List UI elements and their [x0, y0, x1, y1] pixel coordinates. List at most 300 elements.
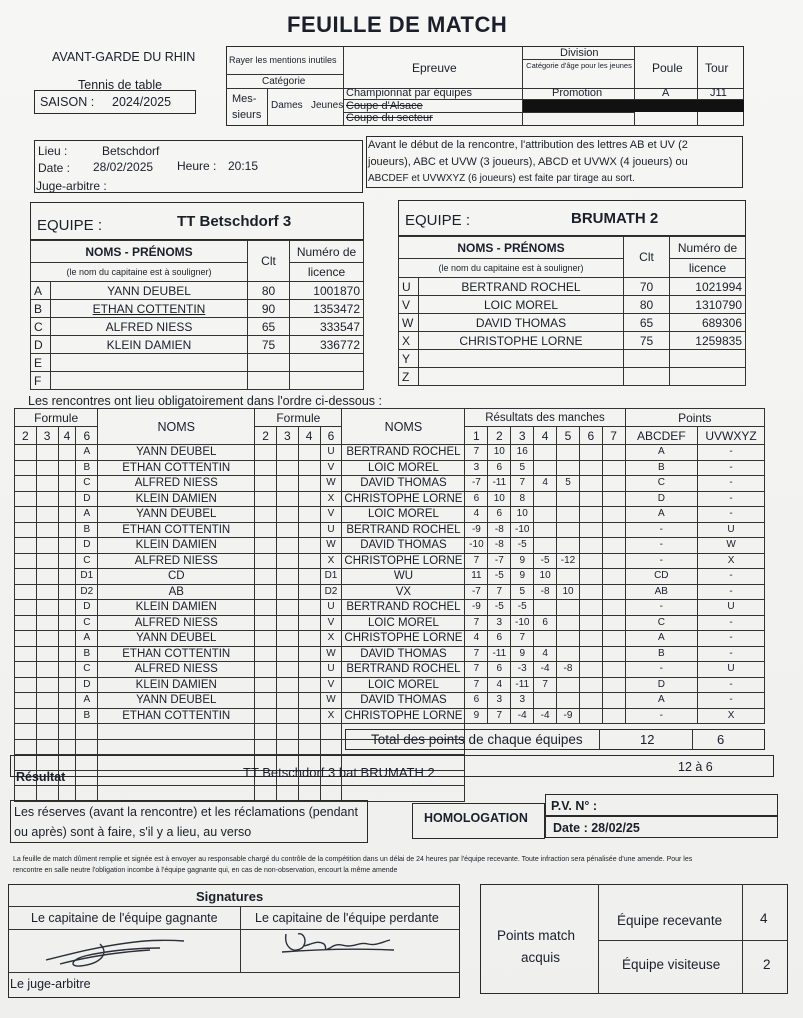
letter-left: D2 — [76, 584, 98, 600]
set-score — [602, 491, 625, 507]
heure-value: 20:15 — [228, 159, 259, 173]
empty-cell — [255, 739, 277, 755]
player-left: KLEIN DAMIEN — [98, 677, 255, 693]
formule-2-cell — [15, 600, 37, 616]
set-1-header: 1 — [465, 427, 488, 445]
player-left: ALFRED NIESS — [98, 615, 255, 631]
col-noms: NOMS - PRÉNOMS — [31, 241, 248, 263]
player-right: CHRISTOPHE LORNE — [342, 708, 465, 724]
set-score: 7 — [465, 445, 488, 461]
set-score: -7 — [488, 553, 511, 569]
set-score: 10 — [534, 569, 557, 585]
poule-value: A — [662, 87, 670, 99]
set-score — [602, 677, 625, 693]
player-name-captain: ETHAN COTTENTIN — [51, 300, 248, 318]
points-abcdef-header: ABCDEF — [625, 427, 698, 445]
set-score: -7 — [465, 584, 488, 600]
formule-3-cell — [36, 584, 58, 600]
formule-3: 3 — [277, 427, 299, 445]
player-name — [419, 350, 624, 368]
player-licence: 1001870 — [290, 282, 364, 300]
set-score — [557, 615, 580, 631]
lieu-value: Betschdorf — [102, 144, 160, 158]
player-licence — [670, 368, 746, 386]
player-clt — [248, 372, 290, 390]
formule-3-cell — [36, 445, 58, 461]
formule-4-cell — [58, 693, 76, 709]
player-right: BERTRAND ROCHEL — [342, 522, 465, 538]
set-score: 3 — [465, 460, 488, 476]
set-score: 3 — [488, 615, 511, 631]
player-clt: 75 — [624, 332, 670, 350]
set-score: -5 — [511, 538, 534, 554]
player-name — [419, 368, 624, 386]
empty-cell — [76, 724, 98, 740]
set-score: 5 — [511, 584, 534, 600]
formule-2-cell — [255, 584, 277, 600]
formule-3-cell — [277, 507, 299, 523]
set-score — [579, 569, 602, 585]
saison-label: SAISON : — [40, 95, 95, 109]
match-row — [15, 491, 765, 507]
letter-right: V — [320, 677, 342, 693]
player-clt: 65 — [624, 314, 670, 332]
set-score — [579, 507, 602, 523]
set-score: -11 — [488, 476, 511, 492]
letter-left: C — [76, 476, 98, 492]
formule-4-cell — [298, 708, 320, 724]
formule-4-cell — [58, 677, 76, 693]
formule-4-cell — [298, 538, 320, 554]
set-score — [602, 460, 625, 476]
formule-2-cell — [255, 677, 277, 693]
division-value: Promotion — [552, 87, 603, 99]
letter-left: C — [76, 662, 98, 678]
formule-3-cell — [36, 569, 58, 585]
formule-3-cell — [36, 522, 58, 538]
set-score: 4 — [488, 677, 511, 693]
letter-right: X — [320, 553, 342, 569]
formule-4-cell — [58, 646, 76, 662]
page-title: FEUILLE DE MATCH — [287, 12, 508, 37]
team-left-table — [30, 240, 364, 390]
set-score — [602, 476, 625, 492]
match-row — [15, 584, 765, 600]
set-score — [579, 491, 602, 507]
formule-4: 4 — [298, 427, 320, 445]
letter-left: A — [76, 631, 98, 647]
empty-cell — [298, 724, 320, 740]
set-score: -4 — [534, 662, 557, 678]
empty-cell — [320, 786, 342, 802]
set-score: 7 — [488, 708, 511, 724]
note-line-2: joueurs), ABC et UVW (3 joueurs), ABCD et UVWX (4 joueurs) ou — [368, 156, 688, 168]
match-row — [15, 569, 765, 585]
heure-label: Heure : — [177, 159, 217, 173]
player-letter: Y — [399, 350, 419, 368]
empty-cell — [58, 786, 76, 802]
formule-2-cell — [15, 708, 37, 724]
player-licence: 1021994 — [670, 278, 746, 296]
formule-3-cell — [277, 615, 299, 631]
letter-left: A — [76, 445, 98, 461]
formule-4-cell — [298, 677, 320, 693]
player-name: KLEIN DAMIEN — [51, 336, 248, 354]
formule-3-cell — [277, 460, 299, 476]
set-score: 4 — [534, 646, 557, 662]
formule-3-cell — [277, 646, 299, 662]
formule-4-cell — [58, 476, 76, 492]
formule-3-cell — [277, 445, 299, 461]
team-right-table — [398, 236, 746, 386]
noms-left-header: NOMS — [98, 409, 255, 445]
formule-left-header: Formule — [15, 409, 98, 427]
set-3-header: 3 — [511, 427, 534, 445]
set-score: 3 — [511, 693, 534, 709]
formule-3-cell — [36, 615, 58, 631]
messieurs-1: Mes- — [232, 93, 257, 105]
match-row — [15, 476, 765, 492]
player-left: ALFRED NIESS — [98, 553, 255, 569]
set-score: -11 — [511, 677, 534, 693]
set-score: -8 — [488, 522, 511, 538]
formule-4-cell — [58, 522, 76, 538]
footnote-line-2: rencontre en salle neutre l'obligation incombe à l'équipe gagnante qui, en cas de non-observation, encourt la même amende — [13, 867, 398, 874]
empty-cell — [98, 739, 255, 755]
points-abcdef: D — [625, 491, 698, 507]
player-letter: D — [31, 336, 51, 354]
set-score: 7 — [511, 476, 534, 492]
set-score — [534, 631, 557, 647]
player-clt: 80 — [624, 296, 670, 314]
formule-3-cell — [277, 569, 299, 585]
total-left: 12 — [640, 732, 655, 747]
letter-right: X — [320, 631, 342, 647]
set-score: 5 — [557, 476, 580, 492]
messieurs-2: sieurs — [232, 109, 262, 121]
points-abcdef: - — [625, 522, 698, 538]
match-row — [15, 631, 765, 647]
formule-3-cell — [277, 693, 299, 709]
set-score — [557, 522, 580, 538]
letter-right: V — [320, 507, 342, 523]
formule-2-cell — [255, 507, 277, 523]
poule-label: Poule — [652, 61, 683, 75]
set-score — [602, 646, 625, 662]
set-score: -4 — [511, 708, 534, 724]
formule-4-cell — [298, 491, 320, 507]
player-letter: A — [31, 282, 51, 300]
set-score — [579, 600, 602, 616]
cat-age-label: Catégorie d'âge pour les jeunes — [526, 61, 632, 70]
empty-cell — [58, 739, 76, 755]
set-score — [579, 460, 602, 476]
player-letter: W — [399, 314, 419, 332]
formule-2-cell — [15, 538, 37, 554]
empty-cell — [255, 786, 277, 802]
points-abcdef: D — [625, 677, 698, 693]
formule-4-cell — [298, 662, 320, 678]
date-value: 28/02/2025 — [93, 160, 154, 174]
formule-4-cell — [298, 693, 320, 709]
set-score — [534, 445, 557, 461]
set-score: 6 — [465, 491, 488, 507]
formule-3-cell — [36, 476, 58, 492]
formule-3-cell — [36, 708, 58, 724]
formule-4-cell — [298, 569, 320, 585]
letter-left: D — [76, 600, 98, 616]
formule-3-cell — [277, 538, 299, 554]
rencontres-note: Les rencontres ont lieu obligatoirement dans l'ordre ci-dessous : — [28, 394, 382, 408]
empty-cell — [15, 739, 37, 755]
note-line-1: Avant le début de la rencontre, l'attribution des lettres AB et UV (2 — [368, 139, 688, 151]
signature-gagnante-icon — [40, 934, 190, 970]
player-right: CHRISTOPHE LORNE — [342, 491, 465, 507]
letter-left: D — [76, 677, 98, 693]
formule-3-cell — [36, 662, 58, 678]
saison-value: 2024/2025 — [112, 95, 172, 109]
formule-4-cell — [298, 507, 320, 523]
set-score: 7 — [465, 615, 488, 631]
player-right: BERTRAND ROCHEL — [342, 662, 465, 678]
set-score: -8 — [488, 538, 511, 554]
points-uvwxyz: - — [698, 646, 765, 662]
formule-3-cell — [36, 507, 58, 523]
coupe-alsace-label: Coupe d'Alsace — [346, 100, 423, 112]
set-score — [579, 646, 602, 662]
empty-cell — [36, 739, 58, 755]
set-score: -12 — [557, 553, 580, 569]
player-name: ALFRED NIESS — [51, 318, 248, 336]
player-left: YANN DEUBEL — [98, 631, 255, 647]
categorie-label: Catégorie — [262, 76, 306, 87]
set-4-header: 4 — [534, 427, 557, 445]
player-letter: Z — [399, 368, 419, 386]
set-score — [557, 693, 580, 709]
homologation-date: Date : 28/02/25 — [553, 821, 640, 835]
set-score — [579, 677, 602, 693]
player-name: BERTRAND ROCHEL — [419, 278, 624, 296]
formule-3-cell — [36, 677, 58, 693]
empty-cell — [36, 786, 58, 802]
set-score — [602, 553, 625, 569]
set-score — [534, 538, 557, 554]
points-uvwxyz: - — [698, 569, 765, 585]
dames-label: Dames — [271, 100, 303, 111]
match-row — [15, 646, 765, 662]
formule-2-cell — [15, 522, 37, 538]
player-letter: V — [399, 296, 419, 314]
set-score — [602, 522, 625, 538]
reserves-line-2: ou après) sont à faire, s'il y a lieu, au verso — [14, 825, 252, 839]
player-name: CHRISTOPHE LORNE — [419, 332, 624, 350]
letter-left: D — [76, 491, 98, 507]
set-score: 6 — [465, 693, 488, 709]
set-score — [557, 569, 580, 585]
letter-right: U — [320, 522, 342, 538]
homologation-label: HOMOLOGATION — [424, 811, 528, 825]
player-clt — [624, 350, 670, 368]
letter-right: V — [320, 460, 342, 476]
letter-right: W — [320, 646, 342, 662]
empty-cell — [298, 739, 320, 755]
set-score: 9 — [465, 708, 488, 724]
player-right: BERTRAND ROCHEL — [342, 445, 465, 461]
letter-left: C — [76, 553, 98, 569]
letter-left: C — [76, 615, 98, 631]
formule-3-cell — [36, 600, 58, 616]
set-score: 6 — [488, 507, 511, 523]
noms-right-header: NOMS — [342, 409, 465, 445]
set-score — [534, 460, 557, 476]
points-abcdef: CD — [625, 569, 698, 585]
letter-left: D1 — [76, 569, 98, 585]
division-label: Division — [560, 47, 599, 59]
match-row — [15, 522, 765, 538]
equipe-recevante-label: Équipe recevante — [617, 913, 723, 928]
col-clt: Clt — [248, 241, 290, 282]
player-right: WU — [342, 569, 465, 585]
letter-left: B — [76, 646, 98, 662]
match-row — [15, 708, 765, 724]
player-clt: 70 — [624, 278, 670, 296]
player-right: LOIC MOREL — [342, 507, 465, 523]
set-score: 9 — [511, 553, 534, 569]
coupe-secteur-label: Coupe du secteur — [346, 112, 433, 124]
match-row — [15, 693, 765, 709]
points-uvwxyz: U — [698, 600, 765, 616]
set-score: 6 — [488, 662, 511, 678]
points-abcdef: - — [625, 538, 698, 554]
formule-2: 2 — [255, 427, 277, 445]
formule-4-cell — [58, 538, 76, 554]
points-match-label-1: Points match — [497, 928, 576, 943]
player-left: ETHAN COTTENTIN — [98, 646, 255, 662]
set-score — [579, 615, 602, 631]
player-licence — [290, 372, 364, 390]
set-score: -11 — [488, 646, 511, 662]
redacted-block — [523, 100, 744, 112]
set-score: -5 — [511, 600, 534, 616]
formule-3-cell — [277, 491, 299, 507]
formule-2-cell — [15, 507, 37, 523]
set-2-header: 2 — [488, 427, 511, 445]
formule-2-cell — [15, 677, 37, 693]
resultat-label: Résultat — [16, 770, 66, 784]
sig-juge-label: Le juge-arbitre — [10, 977, 91, 991]
set-score — [602, 662, 625, 678]
total-label: Total des points de chaque équipes — [371, 732, 583, 747]
formule-2-cell — [255, 708, 277, 724]
formule-4-cell — [58, 584, 76, 600]
set-score: -8 — [534, 584, 557, 600]
points-abcdef: B — [625, 646, 698, 662]
empty-cell — [277, 739, 299, 755]
formule-4-cell — [298, 600, 320, 616]
set-score: -3 — [511, 662, 534, 678]
letter-right: U — [320, 662, 342, 678]
player-left: ETHAN COTTENTIN — [98, 460, 255, 476]
set-score — [602, 569, 625, 585]
match-row — [15, 460, 765, 476]
points-uvwxyz: X — [698, 708, 765, 724]
formule-4-cell — [298, 631, 320, 647]
letter-left: A — [76, 507, 98, 523]
set-score — [602, 631, 625, 647]
player-left: AB — [98, 584, 255, 600]
match-row — [15, 553, 765, 569]
formule-4: 4 — [58, 427, 76, 445]
set-score — [557, 445, 580, 461]
formule-3-cell — [36, 553, 58, 569]
col-licence-2: licence — [290, 263, 364, 282]
set-score: -4 — [534, 708, 557, 724]
formule-2-cell — [15, 662, 37, 678]
formule-4-cell — [58, 708, 76, 724]
player-left: YANN DEUBEL — [98, 445, 255, 461]
set-score — [579, 584, 602, 600]
points-abcdef: C — [625, 615, 698, 631]
set-score — [579, 522, 602, 538]
set-score: -5 — [488, 569, 511, 585]
formule-2: 2 — [15, 427, 37, 445]
club-name: AVANT-GARDE DU RHIN — [52, 50, 196, 64]
tour-value: J11 — [710, 87, 727, 99]
player-left: ALFRED NIESS — [98, 662, 255, 678]
formule-4-cell — [298, 522, 320, 538]
set-score: 5 — [511, 460, 534, 476]
formule-2-cell — [15, 584, 37, 600]
player-licence: 336772 — [290, 336, 364, 354]
empty-cell — [298, 786, 320, 802]
set-score — [534, 491, 557, 507]
set-score: 7 — [465, 662, 488, 678]
formule-3-cell — [277, 522, 299, 538]
letter-left: B — [76, 460, 98, 476]
set-score: 11 — [465, 569, 488, 585]
set-score: -9 — [557, 708, 580, 724]
set-score — [534, 507, 557, 523]
formule-4-cell — [298, 646, 320, 662]
set-score — [557, 631, 580, 647]
player-left: ALFRED NIESS — [98, 476, 255, 492]
formule-3-cell — [277, 476, 299, 492]
empty-cell — [76, 739, 98, 755]
note-line-3: ABCDEF et UVWXYZ (6 joueurs) est faite par tirage au sort. — [368, 173, 635, 184]
formule-3-cell — [36, 538, 58, 554]
set-score: 10 — [488, 491, 511, 507]
points-uvwxyz: U — [698, 522, 765, 538]
footnote-line-1: La feuille de match dûment remplie et signée est à envoyer au responsable chargé du contrôle de la compétition dans un délai de 24 heures par l'équipe recevante. Toute infraction sera pénalisée d'une amende. Pour les — [13, 856, 693, 863]
set-score — [579, 553, 602, 569]
player-name — [51, 372, 248, 390]
set-score — [557, 538, 580, 554]
equipe-recevante-value: 4 — [760, 911, 768, 926]
formule-2-cell — [255, 522, 277, 538]
player-left: KLEIN DAMIEN — [98, 600, 255, 616]
formule-4-cell — [58, 615, 76, 631]
col-clt: Clt — [624, 237, 670, 278]
empty-cell — [342, 786, 465, 802]
signatures-title: Signatures — [196, 889, 264, 904]
points-match-label-2: acquis — [521, 950, 561, 965]
player-right: VX — [342, 584, 465, 600]
player-right: LOIC MOREL — [342, 615, 465, 631]
signature-perdante-icon — [278, 928, 398, 962]
formule-4-cell — [58, 553, 76, 569]
points-uvwxyz: - — [698, 677, 765, 693]
match-row — [15, 677, 765, 693]
